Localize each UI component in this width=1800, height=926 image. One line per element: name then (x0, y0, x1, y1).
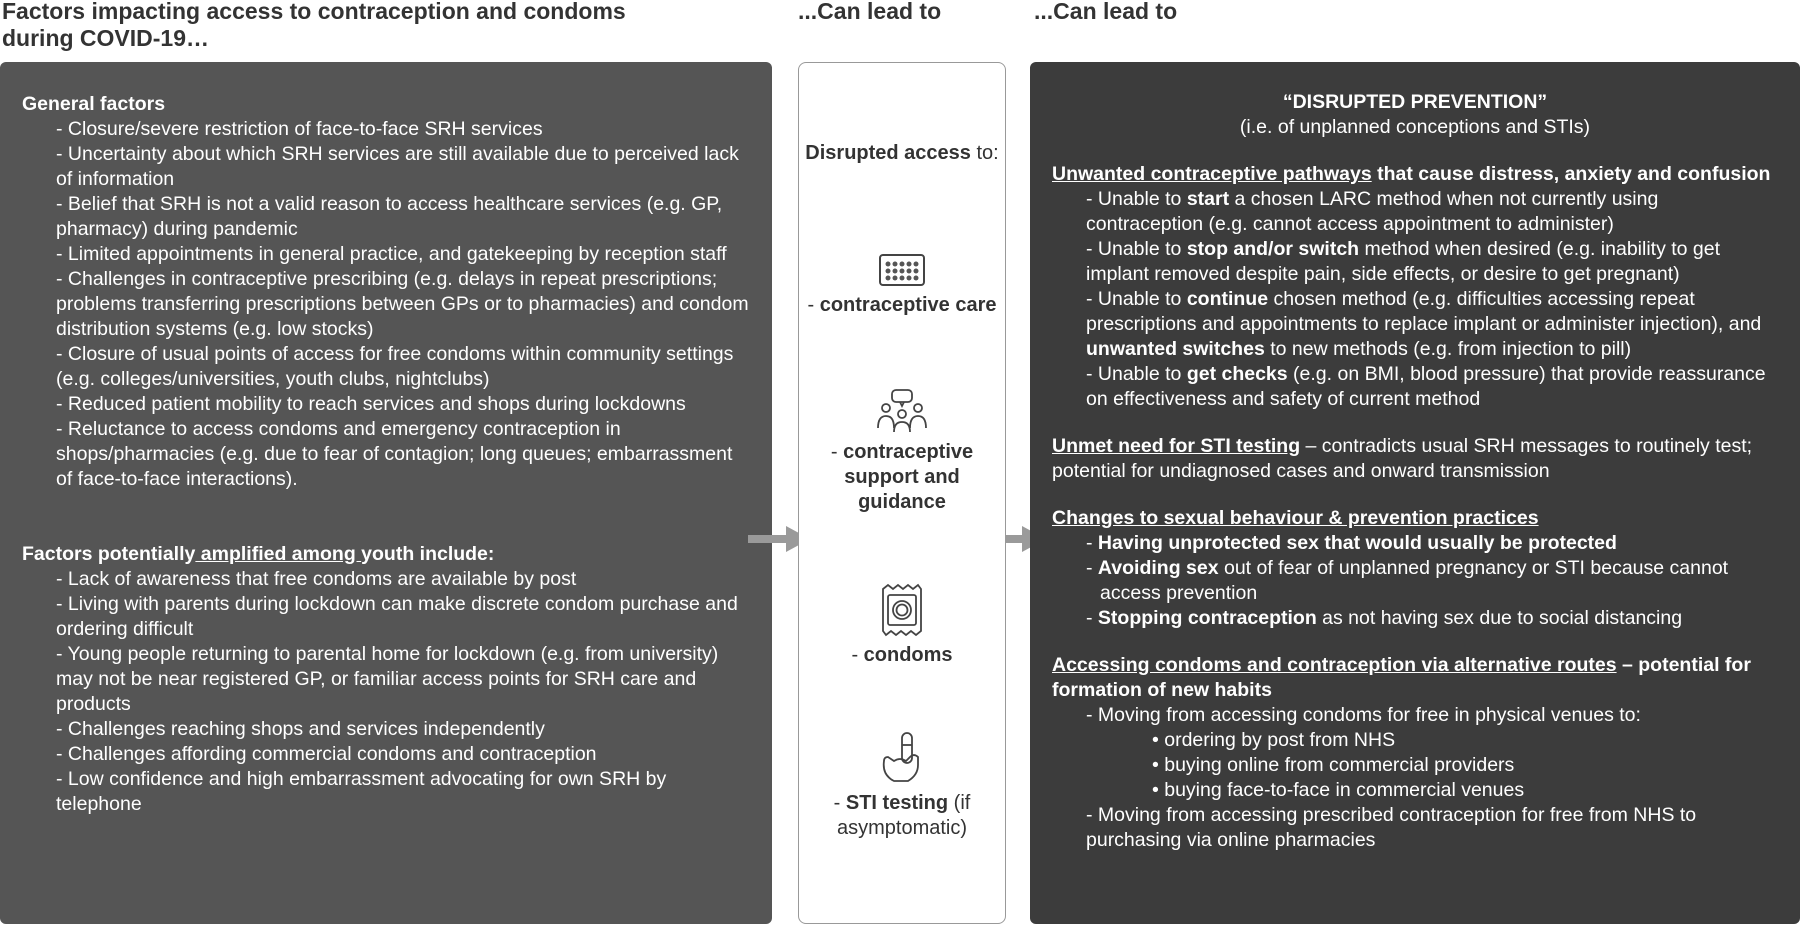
access-item-sti-testing: - STI testing (if asymptomatic) (799, 731, 1005, 841)
section-unwanted-pathways (1052, 162, 1778, 412)
right-column-header: ...Can lead to (1034, 0, 1178, 24)
list-item: - Unable to start a chosen LARC method when not currently using contraception (e.g. cannot access appointment to administer) (1086, 188, 1659, 235)
pill-pack-icon (878, 253, 926, 287)
list-item: - Unable to stop and/or switch method when desired (e.g. inability to get implant removed despite pain, side effects, or desire to get pregnant) (1086, 238, 1721, 285)
youth-factors-title: Factors potentially amplified among youth include: (22, 543, 495, 565)
list-item: - Stopping contraception as not having sex due to social distancing (1086, 607, 1683, 629)
section-sexual-behaviour (1052, 506, 1778, 631)
section-title: Unwanted contraceptive pathways that cause distress, anxiety and confusion (1052, 163, 1771, 185)
access-item-contraceptive-care: - contraceptive care (799, 253, 1005, 318)
hand-test-tube-icon (878, 731, 926, 785)
list-item: - Low confidence and high embarrassment advocating for own SRH by telephone (56, 768, 667, 815)
factors-panel (0, 62, 772, 924)
disrupted-access-panel (798, 62, 1006, 924)
list-item: - Challenges in contraceptive prescribing (e.g. delays in repeat prescriptions; problems transferring prescriptions between GPs or to pharmacies) and condom distribution systems (e.g. low stocks) (56, 268, 749, 340)
list-item: - Having unprotected sex that would usually be protected (1086, 532, 1617, 554)
middle-column-header: ...Can lead to (798, 0, 942, 24)
left-column-header: Factors impacting access to contraception and condoms during COVID-19… (2, 0, 626, 51)
section-alternative-routes (1052, 653, 1778, 853)
section-title: Changes to sexual behaviour & prevention practices (1052, 507, 1539, 529)
access-item-condoms: - condoms (799, 583, 1005, 668)
disrupted-access-heading: Disrupted access to: (805, 142, 999, 164)
list-item: - Belief that SRH is not a valid reason to access healthcare services (e.g. GP, pharmacy) during pandemic (56, 193, 723, 240)
disrupted-prevention-subtitle: (i.e. of unplanned conceptions and STIs) (1239, 116, 1591, 138)
list-item: • buying face-to-face in commercial venues (1152, 779, 1525, 801)
list-item: - Reduced patient mobility to reach services and shops during lockdowns (56, 393, 686, 415)
list-item: - Living with parents during lockdown can make discrete condom purchase and ordering difficult (56, 593, 738, 640)
list-item: - Closure/severe restriction of face-to-face SRH services (56, 118, 543, 140)
list-item: - Moving from accessing condoms for free in physical venues to: (1086, 704, 1641, 726)
list-item: - Limited appointments in general practice, and gatekeeping by reception staff (56, 243, 727, 265)
general-factors-list (22, 117, 750, 492)
list-item: - Unable to continue chosen method (e.g. difficulties accessing repeat prescriptions and appointments to replace implant or administer injection), and unwanted switches to new methods (e.g. from injection to pill) (1086, 288, 1762, 360)
list-item: • buying online from commercial providers (1152, 754, 1515, 776)
list-item: • ordering by post from NHS (1152, 729, 1396, 751)
list-item: - Lack of awareness that free condoms are available by post (56, 568, 577, 590)
general-factors-title: General factors (22, 93, 166, 115)
list-item: - Unable to get checks (e.g. on BMI, blood pressure) that provide reassurance on effectiveness and safety of current method (1086, 363, 1766, 410)
list-item: - Avoiding sex out of fear of unplanned pregnancy or STI because cannot access prevention (1086, 557, 1729, 604)
list-item: - Closure of usual points of access for free condoms within community settings (e.g. colleges/universities, youth clubs, nightclubs) (56, 343, 734, 390)
disrupted-prevention-panel (1030, 62, 1800, 924)
condom-packet-icon (880, 583, 924, 637)
list-item: - Uncertainty about which SRH services are still available due to perceived lack of information (56, 143, 739, 190)
list-item: - Moving from accessing prescribed contraception for free from NHS to purchasing via online pharmacies (1086, 804, 1697, 851)
list-item: - Challenges affording commercial condoms and contraception (56, 743, 597, 765)
list-item: - Challenges reaching shops and services independently (56, 718, 545, 740)
section-title: Accessing condoms and contraception via alternative routes – potential for formation of new habits (1052, 654, 1751, 701)
section-sti-testing: Unmet need for STI testing – contradicts usual SRH messages to routinely test; potential for undiagnosed cases and onward transmission (1052, 435, 1753, 482)
disrupted-prevention-title: “DISRUPTED PREVENTION” (1282, 91, 1548, 113)
people-conversation-icon (876, 388, 928, 434)
access-item-contraceptive-support: - contraceptive support and guidance (799, 388, 1005, 515)
youth-factors-list (22, 567, 750, 817)
list-item: - Young people returning to parental home for lockdown (e.g. from university) may not be near registered GP, or familiar access points for SRH care and products (56, 643, 719, 715)
list-item: - Reluctance to access condoms and emergency contraception in shops/pharmacies (e.g. due to fear of contagion; long queues; embarrassment of face-to-face interactions). (56, 418, 733, 490)
